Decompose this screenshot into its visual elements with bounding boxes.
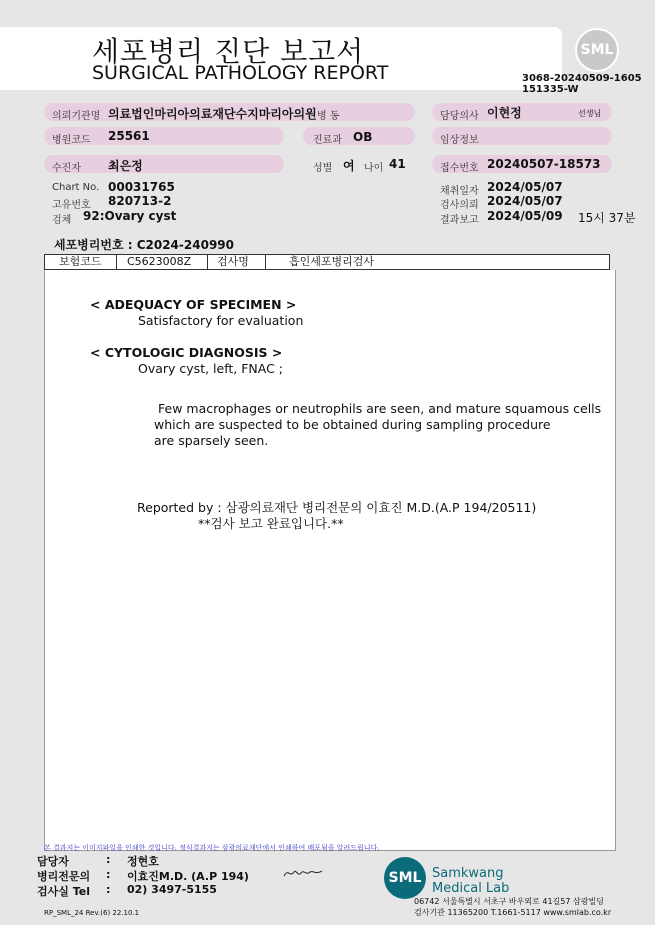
divider <box>207 255 208 269</box>
adequacy-text: Satisfactory for evaluation <box>138 313 304 328</box>
adequacy-heading: < ADEQUACY OF SPECIMEN > <box>90 297 297 312</box>
pathologist-label: 병리전문의 <box>37 870 91 883</box>
signature-icon <box>282 866 324 880</box>
report-title-en: SURGICAL PATHOLOGY REPORT <box>92 62 389 84</box>
doctor-value: 이현정 <box>487 106 522 120</box>
collect-label: 채취일자 <box>440 186 479 197</box>
staff-label: 담당자 <box>37 855 69 868</box>
insurance-code-label: 보험코드 <box>59 255 102 268</box>
hospital-code-label: 병원코드 <box>52 135 91 146</box>
divider <box>609 255 610 269</box>
brand-name-line-2: Medical Lab <box>432 881 510 896</box>
document-id-suffix: 151335-W <box>522 84 579 95</box>
receipt-label: 접수번호 <box>440 163 479 174</box>
sex-label: 성별 <box>313 163 333 174</box>
specimen-value: 92:Ovary cyst <box>83 209 177 223</box>
cytology-number: 세포병리번호 : C2024-240990 <box>54 238 234 252</box>
doctor-suffix: 선생님 <box>578 109 602 118</box>
code-bar <box>44 254 610 270</box>
doctor-label: 담당의사 <box>440 111 479 122</box>
result-time: 15시 37분 <box>578 211 636 225</box>
brand-name-line-1: Samkwang <box>432 866 504 881</box>
comment-line-3: are sparsely seen. <box>154 433 269 448</box>
pathologist-value: 이효진M.D. (A.P 194) <box>127 870 249 883</box>
colon: : <box>106 868 111 881</box>
ward-label: 병 동 <box>317 111 340 122</box>
colon: : <box>106 883 111 896</box>
comment-line-1: Few macrophages or neutrophils are seen, and mature squamous cells <box>158 401 602 416</box>
result-value: 2024/05/09 <box>487 209 563 223</box>
request-value: 2024/05/07 <box>487 194 563 208</box>
sml-footer-logo-icon: SML <box>384 857 426 899</box>
diagnosis-text: Ovary cyst, left, FNAC ; <box>138 361 284 376</box>
specimen-label: 검체 <box>52 215 72 226</box>
receipt-value: 20240507-18573 <box>487 157 601 171</box>
form-code: RP_SML_24 Rev.(6) 22.10.1 <box>44 909 140 917</box>
dept-value: OB <box>353 130 373 144</box>
completed-notice: **검사 보고 완료입니다.** <box>198 516 344 531</box>
age-label: 나이 <box>364 163 384 174</box>
staff-value: 정현호 <box>127 855 159 868</box>
chart-value: 00031765 <box>108 180 175 194</box>
print-notice: 본 결과지는 이미지파일을 인쇄한 것입니다. 정식결과지는 삼광의료재단에서 인쇄하여 배포됨을 알려드립니다. <box>44 844 380 852</box>
result-label: 결과보고 <box>440 215 479 226</box>
request-label: 검사의뢰 <box>440 200 479 211</box>
uid-label: 고유번호 <box>52 200 91 211</box>
chart-label: Chart No. <box>52 182 100 193</box>
document-id: 3068-20240509-1605 <box>522 73 642 84</box>
insurance-code-value: C5623008Z <box>127 255 192 268</box>
sml-logo-icon: SML <box>575 28 619 72</box>
hospital-code-value: 25561 <box>108 129 150 143</box>
colon: : <box>106 853 111 866</box>
divider <box>116 255 117 269</box>
clinical-label: 임상정보 <box>440 135 479 146</box>
patient-name-label: 수진자 <box>52 163 81 174</box>
uid-value: 820713-2 <box>108 194 172 208</box>
divider <box>265 255 266 269</box>
address: 06742 서울특별시 서초구 바우뫼로 41길57 삼광빌딩 <box>414 897 604 906</box>
comment-line-2: which are suspected to be obtained during sampling procedure <box>154 417 551 432</box>
license-info: 검사기관 11365200 T.1661-5117 www.smlab.co.kr <box>414 908 612 917</box>
institution-label: 의뢰기관명 <box>52 111 101 122</box>
test-name-value: 흡인세포병리검사 <box>289 255 375 268</box>
collect-value: 2024/05/07 <box>487 180 563 194</box>
report-title-kr: 세포병리 진단 보고서 <box>92 35 365 68</box>
institution-value: 의료법인마리아의료재단수지마리아의원 <box>108 107 317 121</box>
dept-label: 진료과 <box>313 135 342 146</box>
reported-by: Reported by : 삼광의료재단 병리전문의 이효진 M.D.(A.P 194/20511) <box>137 500 537 515</box>
tel-value: 02) 3497-5155 <box>127 883 217 896</box>
sex-value: 여 <box>343 159 355 173</box>
test-name-label: 검사명 <box>217 255 249 268</box>
diagnosis-heading: < CYTOLOGIC DIAGNOSIS > <box>90 345 283 360</box>
patient-name-value: 최은정 <box>108 159 143 173</box>
age-value: 41 <box>389 157 406 171</box>
tel-label: 검사실 Tel <box>37 885 90 898</box>
